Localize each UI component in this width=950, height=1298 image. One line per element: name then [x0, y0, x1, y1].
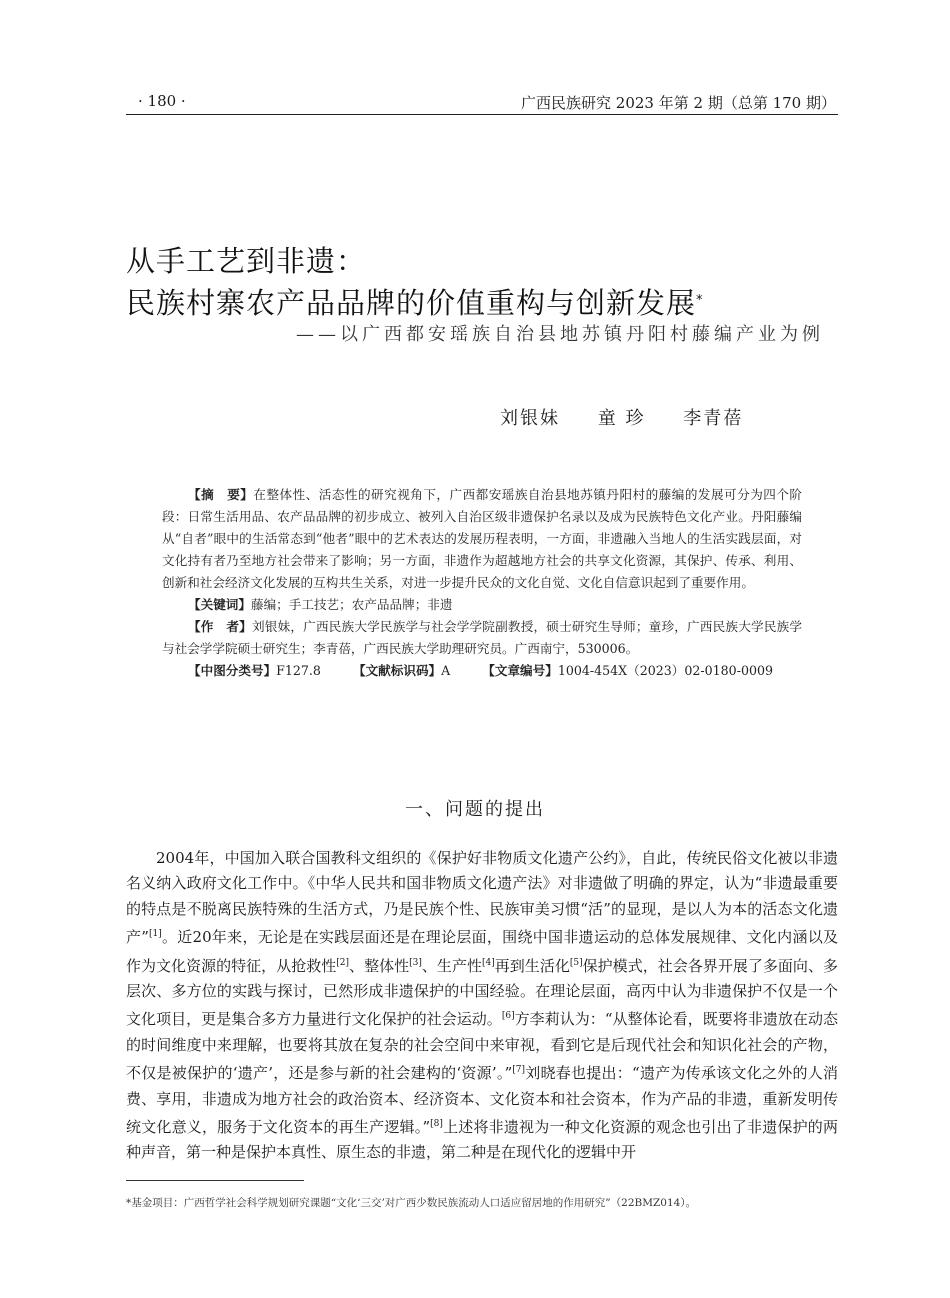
- title-line-2-text: 民族村寨农产品品牌的价值重构与创新发展: [126, 286, 697, 320]
- author-1: 刘银妹: [500, 408, 560, 429]
- article-value: 1004-454X（2023）02-0180-0009: [557, 663, 773, 678]
- citation-2[interactable]: [2]: [336, 957, 350, 968]
- keywords-text: 藤编；手工技艺；农产品品牌；非遗: [250, 597, 453, 612]
- article-title: [126, 240, 838, 324]
- doc-label: 【文献标识码】: [352, 663, 442, 678]
- citation-7[interactable]: [7]: [512, 1065, 526, 1076]
- article-subtitle: ——以广西都安瑶族自治县地苏镇丹阳村藤编产业为例: [296, 324, 824, 345]
- citation-3[interactable]: [3]: [409, 957, 422, 968]
- body-paragraph: [126, 846, 838, 1166]
- citation-5[interactable]: [5]: [569, 957, 583, 968]
- article-number: [482, 663, 773, 678]
- body-text-f: 保护模式，社会各界开展了多面向、多层次、多方位的实践与探讨，已然形成非遗保护的中国经验。在理论层面，高丙中认为非遗保护不仅是一个文化项目，更是集合多方力量进行文化保护的社会运动。: [126, 956, 838, 1029]
- title-line-2: [126, 282, 838, 324]
- clc-code: [188, 663, 321, 678]
- doc-value: A: [441, 663, 451, 678]
- citation-8[interactable]: [8]: [430, 1119, 443, 1130]
- title-line-1: 从手工艺到非遗：: [126, 244, 367, 278]
- citation-6[interactable]: [6]: [501, 1011, 515, 1022]
- abstract-block: [162, 484, 802, 682]
- body-text-c: 、整体性: [349, 956, 410, 975]
- body-text-e: 再到生活化: [494, 956, 570, 975]
- author-list: [500, 404, 800, 430]
- author-2: 童 珍: [597, 408, 646, 429]
- author-info-label: 【作 者】: [188, 619, 252, 634]
- body-text-h: 刘晓春也提出：“遗产为传承该文化之外的人消费、享用，非遗成为地方社会的政治资本、经济资本、文化资本和社会资本，作为产品的非遗，重新发明传统文化意义，服务于文化资本的再生产逻辑。”: [126, 1064, 839, 1137]
- footnote: *基金项目：广西哲学社会科学规划研究课题“文化‘三交’对广西少数民族流动人口适应留居地的作用研究”（22BMZ014）。: [126, 1197, 697, 1209]
- abstract: [162, 484, 802, 594]
- section-heading: 一、问题的提出: [405, 799, 545, 820]
- citation-1[interactable]: [1]: [148, 929, 162, 940]
- journal-issue: 广西民族研究 2023 年第 2 期（总第 170 期）: [521, 94, 836, 112]
- body-text-b: 。近20年来，无论是在实践层面还是在理论层面，围绕中国非遗运动的总体发展规律、文化内涵以及作为文化资源的特征，从抢救性: [126, 928, 839, 975]
- article-label: 【文章编号】: [482, 663, 558, 678]
- body-text-g: 方李莉认为：“从整体论看，既要将非遗放在动态的时间维度中来理解，也要将其放在复杂的社会空间中来审视，看到它是后现代社会和知识化社会的产物，不仅是被保护的‘遗产’，还是参与新的社会建构的‘资源’。”: [126, 1010, 838, 1083]
- title-note-mark: *: [696, 293, 704, 308]
- body-text: [126, 846, 838, 1166]
- clc-label: 【中图分类号】: [188, 663, 277, 678]
- running-header: [126, 88, 838, 114]
- body-text-a: 2004年，中国加入联合国教科文组织的《保护好非物质文化遗产公约》，自此，传统民俗文化被以非遗名义纳入政府文化工作中。《中华人民共和国非物质文化遗产法》对非遗做了明确的界定，认为“非遗最重要的特点是不脱离民族特殊的生活方式，乃是民族个性、民族审美习惯“活”的显现，是以人为本的活态文化遗产”: [126, 849, 838, 947]
- body-text-d: 、生产性: [421, 956, 482, 975]
- footnote-rule: [126, 1180, 304, 1181]
- keywords-label: 【关键词】: [188, 597, 251, 612]
- clc-value: F127.8: [276, 663, 321, 678]
- keywords: [162, 594, 802, 616]
- author-3: 李青蓓: [683, 408, 744, 429]
- citation-4[interactable]: [4]: [482, 957, 495, 968]
- header-rule: [126, 114, 838, 115]
- author-info: [162, 616, 802, 660]
- abstract-label: 【摘 要】: [188, 487, 254, 502]
- doc-code: [353, 663, 450, 678]
- page-number: · 180 ·: [138, 92, 186, 110]
- body-text-i: 上述将非遗视为一种文化资源的观念也引出了非遗保护的两种声音，第一种是保护本真性、原生态的非遗，第二种是在现代化的逻辑中开: [126, 1118, 839, 1162]
- classification-line: [162, 660, 802, 682]
- abstract-text: 在整体性、活态性的研究视角下，广西都安瑶族自治县地苏镇丹阳村的藤编的发展可分为四个阶段：日常生活用品、农产品品牌的初步成立、被列入自治区级非遗保护名录以及成为民族特色文化产业。丹阳藤编从“自者”眼中的生活常态到“他者”眼中的艺术表达的发展历程表明，一方面，非遗融入当地人的生活实践层面，对文化持有者乃至地方社会带来了影响；另一方面，非遗作为超越地方社会的共享文化资源，其保护、传承、利用、创新和社会经济文化发展的互构共生关系，对进一步提升民众的文化自觉、文化自信意识起到了重要作用。: [162, 487, 803, 590]
- author-info-text: 刘银妹，广西民族大学民族学与社会学学院副教授，硕士研究生导师；童珍，广西民族大学民族学与社会学学院硕士研究生；李青蓓，广西民族大学助理研究员。广西南宁，530006。: [162, 619, 803, 656]
